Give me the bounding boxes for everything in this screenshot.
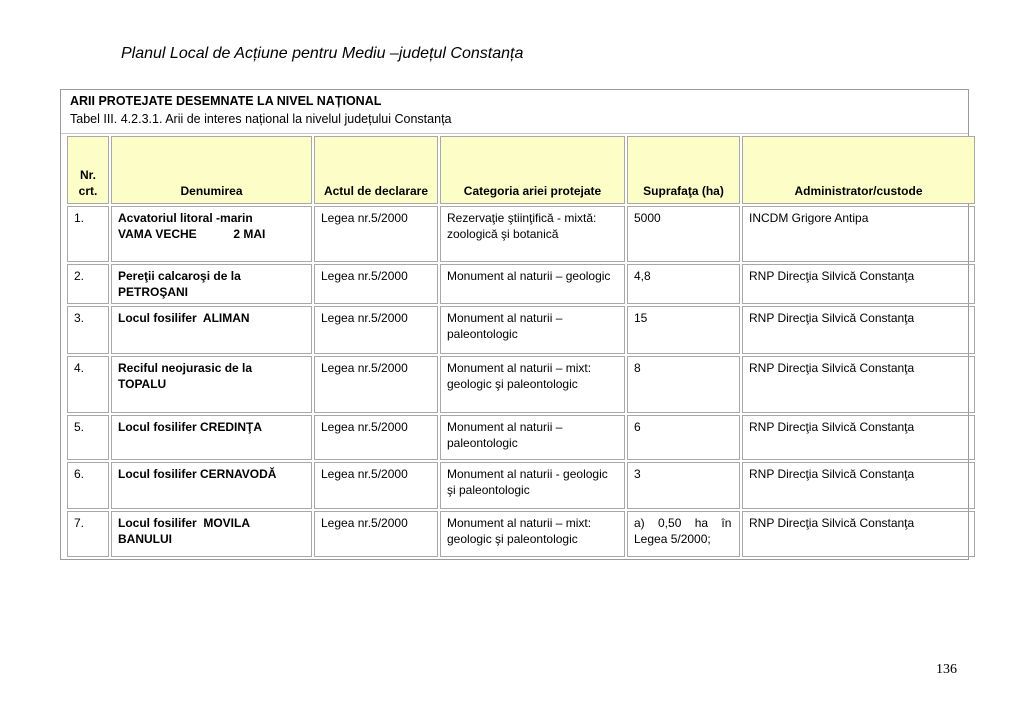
cell-line: geologic şi paleontologic (447, 377, 578, 391)
cell-act: Legea nr.5/2000 (314, 206, 438, 262)
cell-line: paleontologic (447, 436, 518, 450)
cell-line: Monument al naturii - geologic (447, 467, 608, 481)
cell-line: Legea 5/2000; (634, 532, 711, 546)
table-row (67, 462, 975, 509)
cell-line: BANULUI (118, 532, 172, 546)
cell-suprafata: 5000 (627, 206, 740, 262)
cell-categoria (440, 356, 625, 413)
protected-areas-table (65, 134, 977, 559)
cell-suprafata: 3 (627, 462, 740, 509)
cell-administrator: INCDM Grigore Antipa (742, 206, 975, 262)
cell-administrator: RNP Direcţia Silvică Constanţa (742, 462, 975, 509)
cell-line: Reciful neojurasic de la (118, 361, 253, 375)
cell-line: geologic şi paleontologic (447, 532, 578, 546)
cell-categoria (440, 306, 625, 354)
table-header-row (67, 136, 975, 204)
cell-denumire (111, 462, 312, 509)
cell-categoria (440, 264, 625, 304)
header-nr-line2: crt. (78, 184, 98, 198)
table-row (67, 356, 975, 413)
cell-categoria (440, 511, 625, 557)
cell-administrator: RNP Direcţia Silvică Constanţa (742, 511, 975, 557)
header-administrator: Administrator/custode (742, 136, 975, 204)
cell-line: Acvatoriul litoral -marin (118, 211, 253, 225)
cell-line: Monument al naturii – geologic (447, 269, 611, 283)
cell-line: a) 0,50 ha în (634, 516, 732, 530)
cell-nr: 2. (67, 264, 109, 304)
cell-line: Locul fosilifer ALIMAN (118, 311, 250, 325)
section-title: ARII PROTEJATE DESEMNATE LA NIVEL NAȚIONAL (70, 94, 382, 108)
header-categoria: Categoria ariei protejate (440, 136, 625, 204)
cell-act: Legea nr.5/2000 (314, 356, 438, 413)
cell-nr: 7. (67, 511, 109, 557)
cell-administrator: RNP Direcţia Silvică Constanţa (742, 306, 975, 354)
cell-administrator: RNP Direcţia Silvică Constanţa (742, 356, 975, 413)
cell-act: Legea nr.5/2000 (314, 415, 438, 460)
cell-denumire (111, 356, 312, 413)
cell-line: Locul fosilifer CREDINŢA (118, 420, 263, 434)
table-row (67, 511, 975, 557)
cell-denumire (111, 264, 312, 304)
cell-act: Legea nr.5/2000 (314, 511, 438, 557)
cell-categoria (440, 462, 625, 509)
header-suprafata: Suprafaţa (ha) (627, 136, 740, 204)
cell-line: VAMA VECHE 2 MAI (118, 227, 266, 241)
cell-suprafata: 6 (627, 415, 740, 460)
cell-suprafata: 15 (627, 306, 740, 354)
table-row (67, 264, 975, 304)
cell-categoria (440, 415, 625, 460)
cell-denumire (111, 415, 312, 460)
cell-line: Monument al naturii – (447, 420, 563, 434)
cell-line: zoologică şi botanică (447, 227, 559, 241)
table-caption: Tabel III. 4.2.3.1. Arii de interes național la nivelul județului Constanța (70, 112, 452, 126)
cell-act: Legea nr.5/2000 (314, 264, 438, 304)
cell-line: TOPALU (118, 377, 167, 391)
cell-line: Monument al naturii – mixt: (447, 516, 592, 530)
cell-line: paleontologic (447, 327, 518, 341)
cell-nr: 6. (67, 462, 109, 509)
cell-line: şi paleontologic (447, 483, 530, 497)
header-denumire: Denumirea (111, 136, 312, 204)
header-nr-line1: Nr. (79, 168, 96, 182)
cell-line: Locul fosilifer MOVILA (118, 516, 251, 530)
cell-line: Locul fosilifer CERNAVODĂ (118, 467, 277, 481)
cell-administrator: RNP Direcţia Silvică Constanţa (742, 415, 975, 460)
header-act: Actul de declarare (314, 136, 438, 204)
cell-denumire (111, 206, 312, 262)
cell-suprafata: 4,8 (627, 264, 740, 304)
cell-line: Monument al naturii – mixt: (447, 361, 592, 375)
header-nr (67, 136, 109, 204)
cell-administrator: RNP Direcţia Silvică Constanţa (742, 264, 975, 304)
cell-nr: 3. (67, 306, 109, 354)
table-row (67, 206, 975, 262)
cell-line: PETROŞANI (118, 285, 189, 299)
table-row (67, 415, 975, 460)
cell-nr: 1. (67, 206, 109, 262)
cell-line: Monument al naturii – (447, 311, 563, 325)
cell-suprafata (627, 511, 740, 557)
cell-line: Pereţii calcaroşi de la (118, 269, 241, 283)
table-row (67, 306, 975, 354)
page-number: 136 (936, 662, 957, 677)
cell-suprafata: 8 (627, 356, 740, 413)
cell-categoria (440, 206, 625, 262)
cell-nr: 4. (67, 356, 109, 413)
cell-act: Legea nr.5/2000 (314, 462, 438, 509)
cell-line: Rezervaţie ştiinţifică - mixtă: (447, 211, 597, 225)
document-header: Planul Local de Acțiune pentru Mediu –județul Constanța (121, 45, 524, 62)
cell-denumire (111, 511, 312, 557)
table-frame (60, 89, 969, 560)
cell-nr: 5. (67, 415, 109, 460)
cell-act: Legea nr.5/2000 (314, 306, 438, 354)
cell-denumire (111, 306, 312, 354)
